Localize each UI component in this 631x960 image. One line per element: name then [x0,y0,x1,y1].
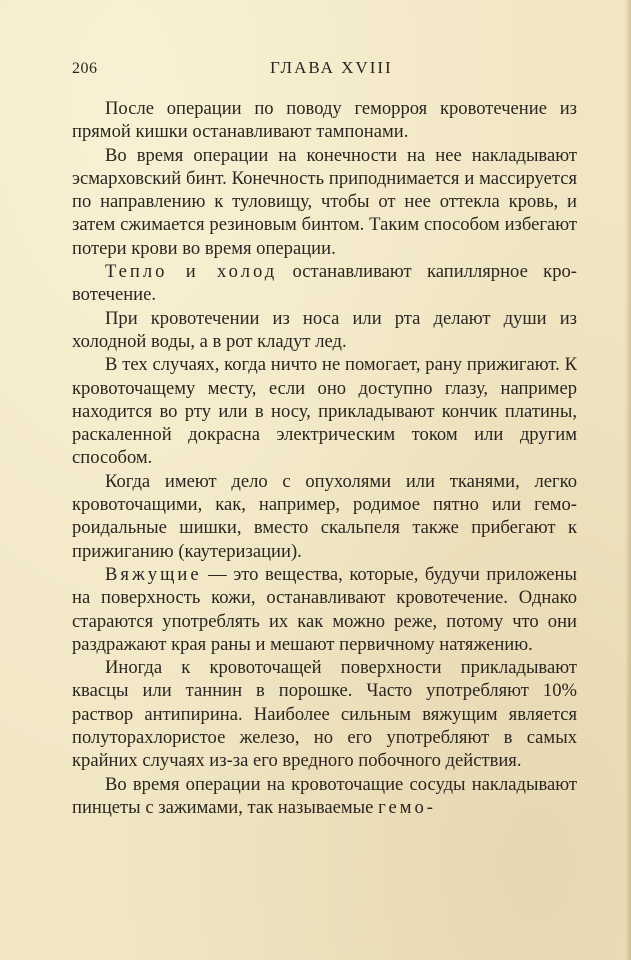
paragraph [72,470,577,563]
paragraph-text: Во время операции на кровоточащие сосуды накладывают пинцеты с зажимами, так называемые [72,773,577,818]
paragraph-text: Когда имеют дело с опухолями или тканями, легко кровоточащими, как, например, родимое пятно или гемороидальные шишки, вместо скальпеля также прибегают к прижиганию (каутеризации). [72,470,577,562]
page-number: 206 [72,60,98,77]
paragraph-text: После операции по поводу геморроя кровотечение из прямой кишки останавливают тампонами. [72,98,577,143]
paragraph-text: В тех случаях, когда ничто не помогает, рану прижигают. К кровоточащему месту, если оно доступно глазу, например находится во рту или в носу, прикладывают кончик платины, раскаленной докрасна электрическим током или другим способом. [72,354,577,469]
spaced-term: гемо- [378,796,436,818]
page-header [72,58,577,82]
paragraph-text: Иногда к кровоточащей поверхности прикладывают квасцы или таннин в порошке. Часто употребляют 10% раствор антипирина. Наиболее сильным вяжущим является полуторахлористое железо, но его употребляют в самых крайних случаях из-за его вредного побочного действия. [72,657,577,772]
paragraph-text: — это вещества, которые, будучи приложены на поверхность кожи, останавливают кровотечение. Однако стараются употреблять их как можно реже, потому что они раздражают края раны и мешают первичному натяжению. [72,563,577,655]
paragraph-text: Во время операции на конечности на нее накладывают эсмарховский бинт. Конечность приподнимается и массируется по направлению к туловищу, чтобы от нее оттекла кровь, и затем сжимается резиновым бинтом. Таким способом избегают потери крови во время операции. [72,144,577,259]
paragraph [72,144,577,260]
spaced-term: Вяжущие [105,563,202,585]
paragraph [72,260,577,307]
paragraph [72,656,577,772]
chapter-title: ГЛАВА XVIII [270,58,393,77]
page-edge-shadow [625,0,631,960]
paragraph-text: При кровотечении из носа или рта делают души из холодной воды, а в рот кладут лед. [72,307,577,352]
body-text [72,97,577,819]
paragraph [72,97,577,144]
paragraph [72,353,577,469]
spaced-term: Тепло и холод [105,261,278,283]
paragraph [72,307,577,354]
paragraph-text: останавливают капиллярное кровотечение. [72,261,577,306]
paragraph [72,773,577,820]
paragraph [72,563,577,656]
